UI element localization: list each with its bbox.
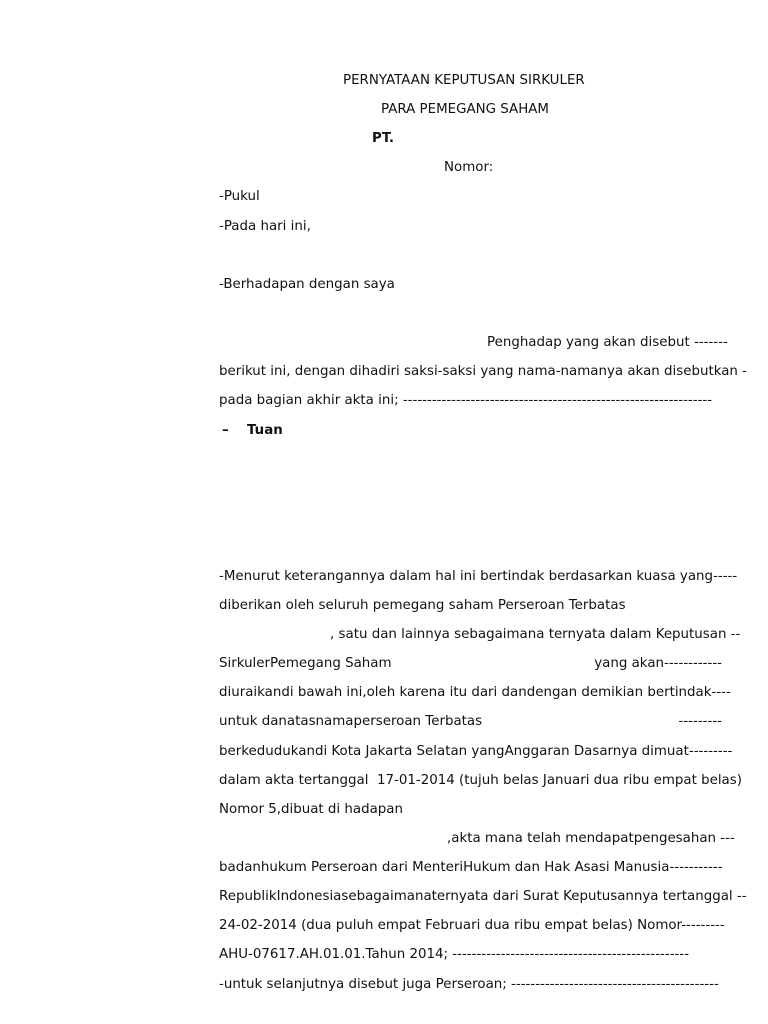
body-line-6 [219,713,722,731]
document-title: PERNYATAAN KEPUTUSAN SIRKULER [343,73,585,88]
penghadap-line: Penghadap yang akan disebut ------- [487,335,728,350]
body-line-2: diberikan oleh seluruh pemegang saham Perseroan Terbatas [219,598,626,613]
document-number: Nomor: [444,160,494,175]
body-line-10: ,akta mana telah mendapatpengesahan --- [447,831,735,846]
body-line-8: dalam akta tertanggal 17-01-2014 (tujuh belas Januari dua ribu empat belas) [219,773,742,788]
body-line-4-left: SirkulerPemegang Saham [219,656,392,671]
body-line-9: Nomor 5,dibuat di hadapan [219,802,403,817]
body-line-4 [219,655,722,673]
appearing-line: -Berhadapan dengan saya [219,277,395,292]
deed-end-line: pada bagian akhir akta ini; ---------------------------------------------------------------- [219,393,713,408]
body-line-5: diuraikandi bawah ini,oleh karena itu dari dandengan demikian bertindak---- [219,685,731,700]
company-name: PT. [372,131,395,146]
body-line-3: , satu dan lainnya sebagaimana ternyata dalam Keputusan -- [330,627,741,642]
day-line: -Pada hari ini, [219,219,311,234]
body-line-14: AHU-07617.AH.01.01.Tahun 2014; ------------------------------------------------- [219,947,690,962]
body-line-15: -untuk selanjutnya disebut juga Perseroan; ------------------------------------------- [219,977,719,992]
tuan-dash: – [222,423,229,438]
body-line-13: 24-02-2014 (dua puluh empat Februari dua ribu empat belas) Nomor--------- [219,918,725,933]
body-line-1: -Menurut keterangannya dalam hal ini bertindak berdasarkan kuasa yang----- [219,569,738,584]
body-line-6-right: --------- [678,714,722,729]
witness-line: berikut ini, dengan dihadiri saksi-saksi yang nama-namanya akan disebutkan - [219,364,747,379]
body-line-4-right: yang akan------------ [594,656,722,671]
time-line: -Pukul [219,189,260,204]
body-line-7: berkedudukandi Kota Jakarta Selatan yangAnggaran Dasarnya dimuat--------- [219,744,733,759]
document-subtitle: PARA PEMEGANG SAHAM [381,102,549,117]
tuan-label: Tuan [247,423,283,438]
body-line-11: badanhukum Perseroan dari MenteriHukum dan Hak Asasi Manusia----------- [219,860,723,875]
body-line-6-left: untuk danatasnamaperseroan Terbatas [219,714,483,729]
body-line-12: RepublikIndonesiasebagaimanaternyata dari Surat Keputusannya tertanggal -- [219,889,747,904]
